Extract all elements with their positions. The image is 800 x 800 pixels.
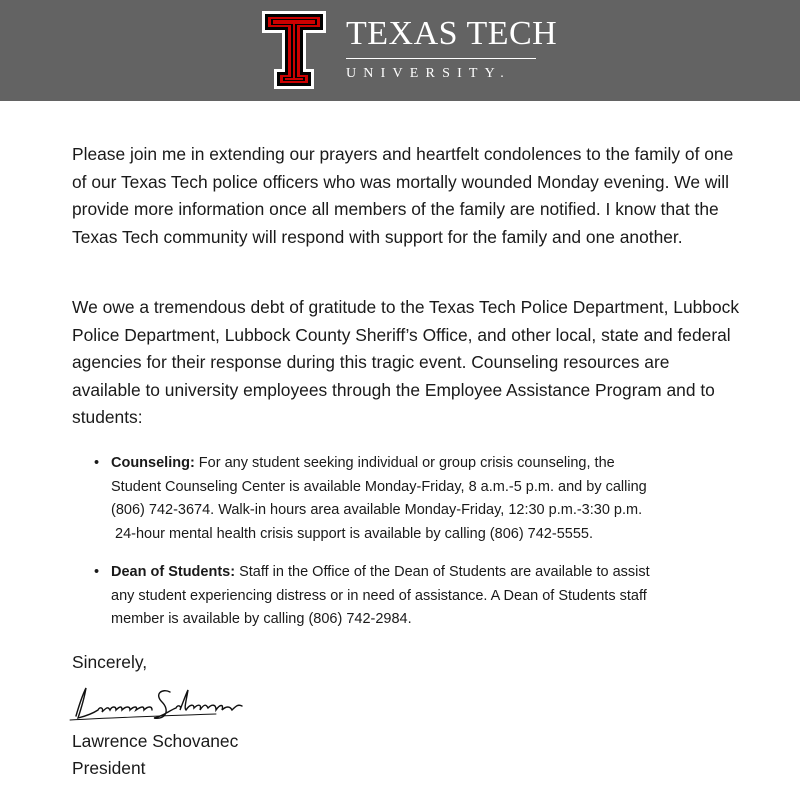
header-banner [0, 0, 800, 101]
bullet-dot-icon: • [94, 564, 100, 580]
wordmark-title: TEXAS TECH [346, 15, 558, 52]
handwritten-signature [66, 680, 246, 725]
bullet-line: 24-hour mental health crisis support is available by calling (806) 742-5555. [111, 525, 593, 542]
bullet-line: (806) 742-3674. Walk-in hours area available Monday-Friday, 12:30 p.m.-3:30 p.m. [111, 502, 643, 518]
bullet-dot-icon: • [94, 455, 100, 471]
letter-paragraph-2: We owe a tremendous debt of gratitude to the Texas Tech Police Department, Lubbock Police Department, Lubbock County Sheriff’s Office, and other local, state and federal agencies for their response during this tragic event. Counseling resources are available to university employees through the Employee Assistance Program and to students: [72, 297, 740, 427]
closing-salutation: Sincerely, [72, 652, 148, 672]
bullet-label: Dean of Students: [111, 564, 236, 580]
wordmark-subtitle: UNIVERSITY. [346, 66, 511, 81]
texas-tech-double-t-logo [262, 11, 326, 89]
bullet-line: any student experiencing distress or in need of assistance. A Dean of Students staff [111, 587, 647, 604]
bullet-line: For any student seeking individual or group crisis counseling, the [194, 455, 615, 471]
bullet-line: member is available by calling (806) 742-2984. [111, 611, 412, 627]
bullet-label: Counseling: [111, 455, 195, 471]
university-wordmark [346, 14, 557, 82]
bullet-line: Student Counseling Center is available Monday-Friday, 8 a.m.-5 p.m. and by calling [111, 478, 647, 495]
bullet-content [111, 561, 731, 632]
letter-paragraph-1: Please join me in extending our prayers and heartfelt condolences to the family of one of our Texas Tech police officers who was mortally wounded Monday evening. We will provide more information once all members of the family are notified. I know that the Texas Tech community will respond with support for the family and one another. [72, 144, 734, 247]
signatory-title: President [72, 758, 146, 778]
signatory-name: Lawrence Schovanec [72, 731, 239, 751]
bullet-content [111, 452, 731, 546]
bullet-line: Staff in the Office of the Dean of Students are available to assist [235, 564, 650, 580]
wordmark-divider [346, 58, 536, 59]
